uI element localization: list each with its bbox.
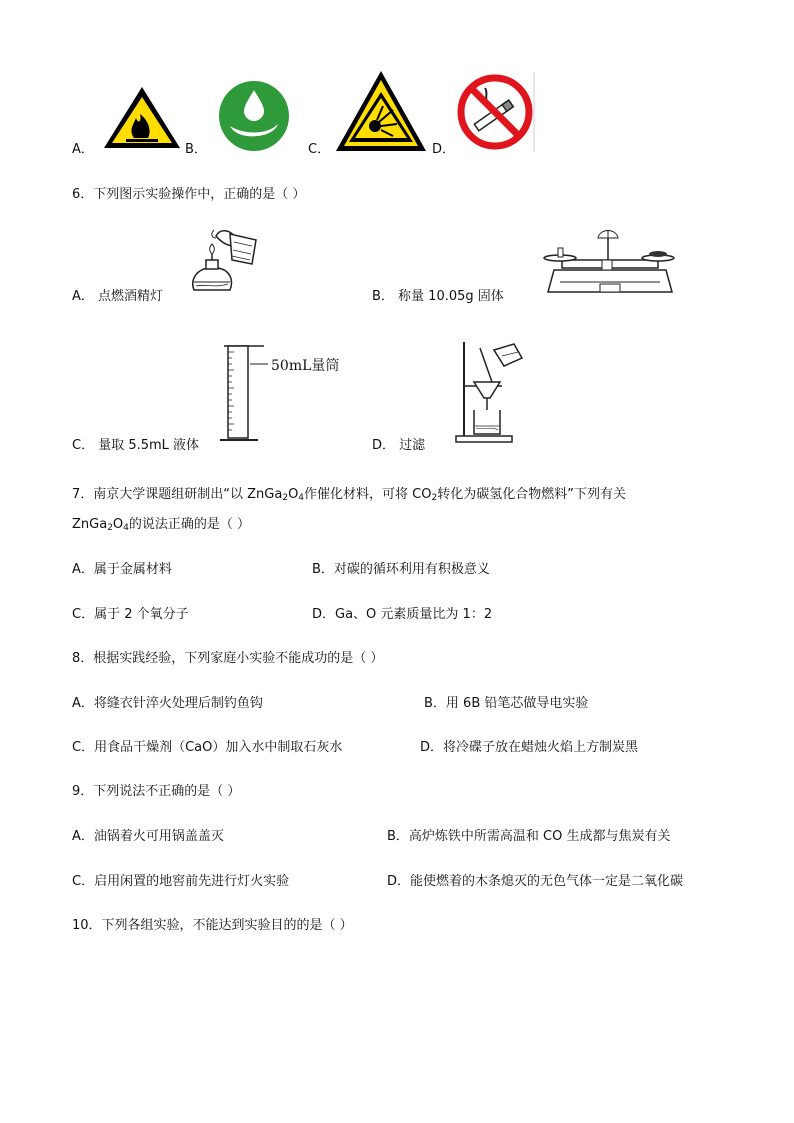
water-saving-icon	[218, 80, 290, 152]
flammable-warning-icon	[102, 84, 182, 150]
q6-option-a: A． 点燃酒精灯	[72, 289, 164, 304]
explosive-warning-icon	[335, 70, 427, 152]
q5-option-a-label: A．	[72, 142, 94, 157]
q6-option-c: C． 量取 5.5mL 液体	[72, 438, 200, 453]
filtration-setup-icon	[452, 338, 532, 444]
q7-option-d: D．Ga、O 元素质量比为 1：2	[312, 607, 493, 622]
no-smoking-icon	[455, 72, 535, 152]
q6-stem: 6．下列图示实验操作中，正确的是（ ）	[72, 187, 306, 202]
q7-option-a: A．属于金属材料	[72, 562, 172, 577]
balance-scale-icon	[540, 226, 680, 298]
q8-option-a: A．将缝衣针淬火处理后制钓鱼钩	[72, 696, 263, 711]
q10-stem: 10．下列各组实验，不能达到实验目的的是（ ）	[72, 918, 353, 933]
q6-option-b: B． 称量 10.05g 固体	[372, 289, 504, 304]
q5-option-c-label: C．	[308, 142, 331, 157]
q7-option-c: C．属于 2 个氧分子	[72, 607, 189, 622]
cylinder-label: 50mL量筒	[271, 358, 340, 374]
q7-stem-line2: $ZnGa_2O_4$的说法正确的是（ ）	[72, 517, 251, 533]
q5-option-d-label: D．	[432, 142, 456, 157]
q9-option-d: D．能使燃着的木条熄灭的无色气体一定是二氧化碳	[387, 874, 684, 889]
q9-stem: 9．下列说法不正确的是（ ）	[72, 784, 241, 799]
alcohol-lamp-lighting-icon	[186, 224, 266, 304]
q7-stem-line1: 7．南京大学课题组研制出“以 $ZnGa_2O_4$作催化材料，可将 $CO_2$转化为碳氢化合物燃料”下列有关	[72, 487, 626, 503]
graduated-cylinder-icon	[220, 344, 268, 444]
q9-option-c: C．启用闲置的地窖前先进行灯火实验	[72, 874, 290, 889]
q5-option-b-label: B．	[185, 142, 207, 157]
q9-option-a: A．油锅着火可用锅盖盖灭	[72, 829, 224, 844]
q8-stem: 8．根据实践经验，下列家庭小实验不能成功的是（ ）	[72, 651, 384, 666]
q7-option-b: B．对碳的循环利用有积极意义	[312, 562, 490, 577]
q9-option-b: B．高炉炼铁中所需高温和 CO 生成都与焦炭有关	[387, 829, 671, 844]
q6-option-d: D． 过滤	[372, 438, 426, 453]
q8-option-d: D．将冷碟子放在蜡烛火焰上方制炭黑	[420, 740, 639, 755]
q8-option-c: C．用食品干燥剂（CaO）加入水中制取石灰水	[72, 740, 343, 755]
q8-option-b: B．用 6B 铅笔芯做导电实验	[424, 696, 589, 711]
